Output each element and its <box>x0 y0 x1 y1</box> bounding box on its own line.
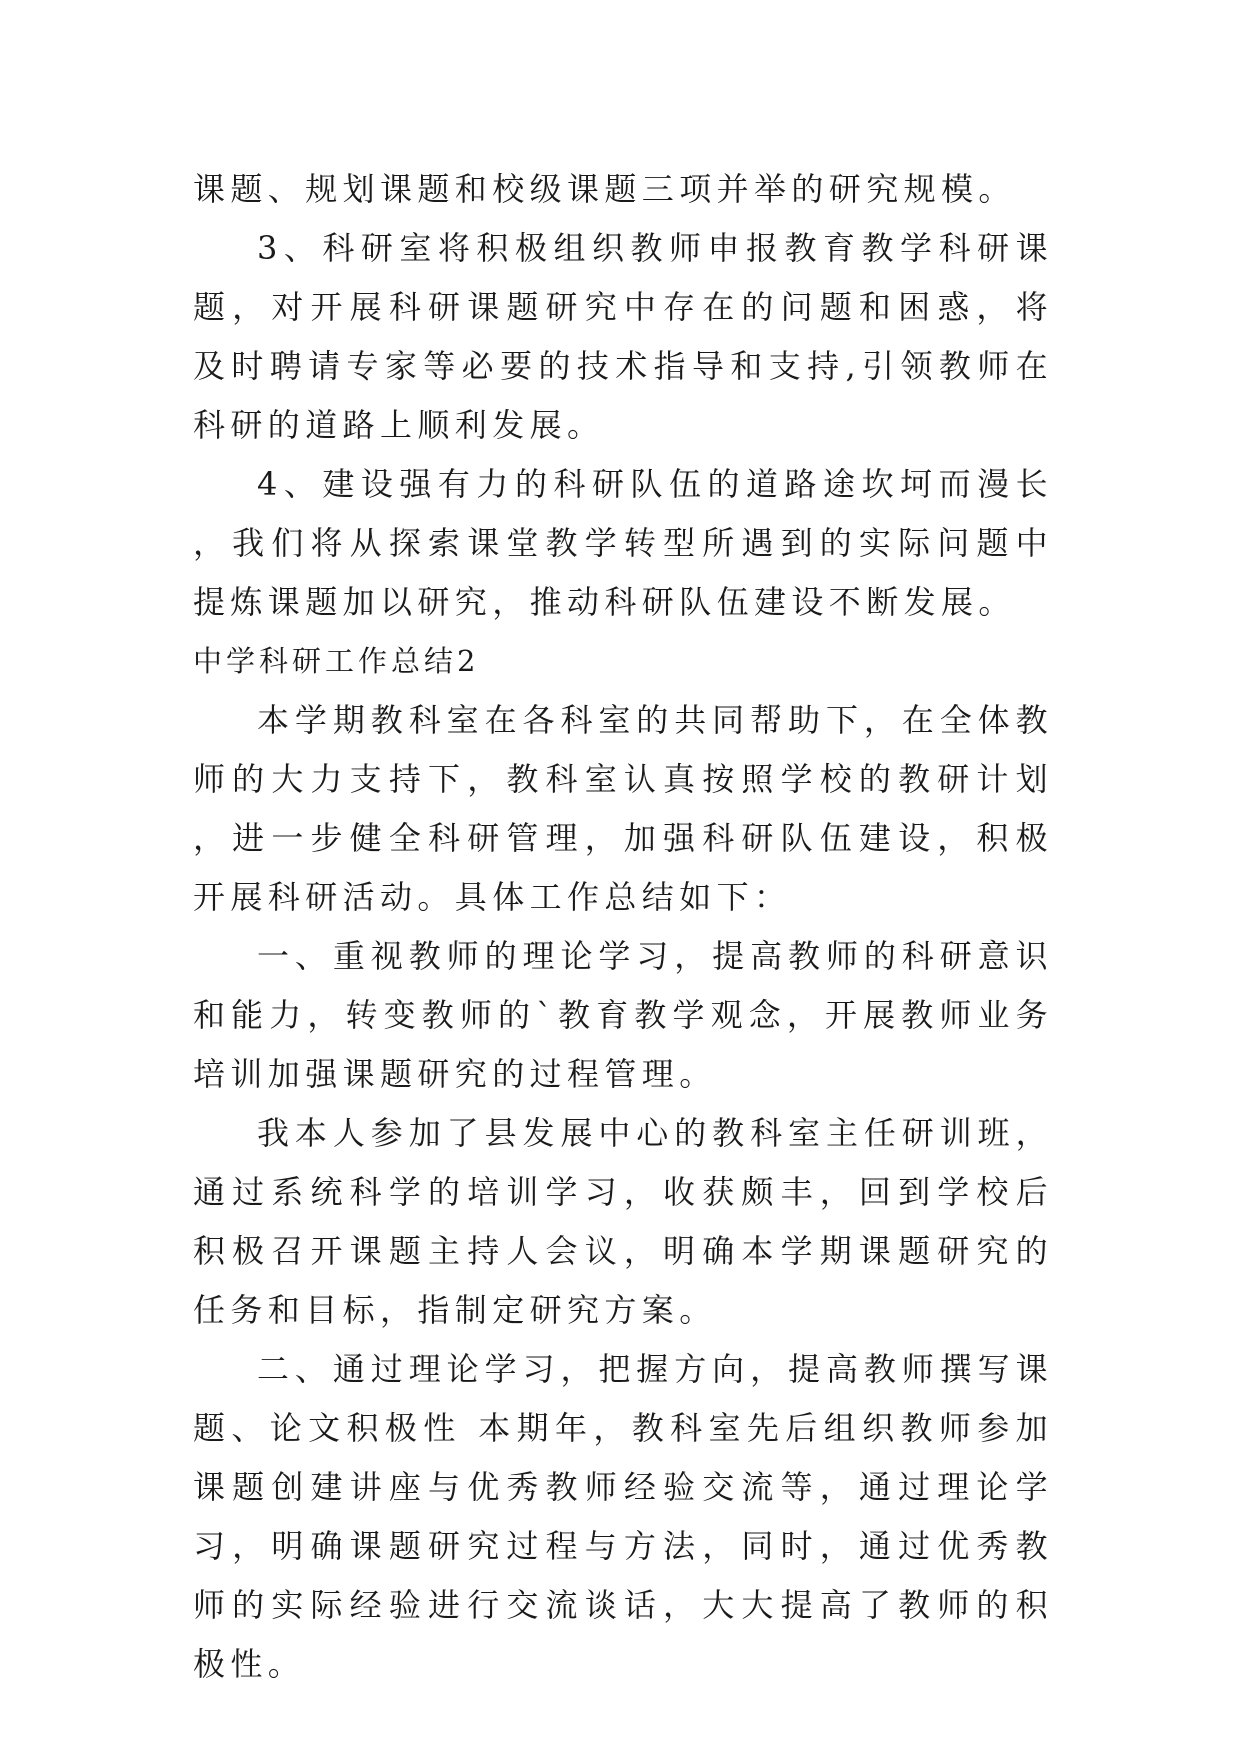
paragraph-point-two: 二、通过理论学习，把握方向，提高教师撰写课题、论文积极性 本期年，教科室先后组织教师参加课题创建讲座与优秀教师经验交流等，通过理论学习，明确课题研究过程与方法，同时，通过优秀教师的实际经验进行交流谈话，大大提高了教师的积极性。 <box>193 1350 1053 1683</box>
paragraph-continuation: 课题、规划课题和校级课题三项并举的研究规模。 <box>193 170 1016 208</box>
document-body <box>193 160 1053 1694</box>
paragraph-item-4: 4、建设强有力的科研队伍的道路途坎坷而漫长，我们将从探索课堂教学转型所遇到的实际问题中提炼课题加以研究，推动科研队伍建设不断发展。 <box>193 465 1053 621</box>
paragraph-intro: 本学期教科室在各科室的共同帮助下，在全体教师的大力支持下，教科室认真按照学校的教研计划，进一步健全科研管理，加强科研队伍建设，积极开展科研活动。具体工作总结如下： <box>193 701 1053 916</box>
paragraph-point-one: 一、重视教师的理论学习，提高教师的科研意识和能力，转变教师的`教育教学观念，开展教师业务培训加强课题研究的过程管理。 <box>193 937 1053 1093</box>
section-heading: 中学科研工作总结2 <box>193 644 480 678</box>
paragraph-personal: 我本人参加了县发展中心的教科室主任研训班，通过系统科学的培训学习，收获颇丰，回到学校后积极召开课题主持人会议，明确本学期课题研究的任务和目标，指制定研究方案。 <box>193 1114 1053 1329</box>
paragraph-item-3: 3、科研室将积极组织教师申报教育教学科研课题，对开展科研课题研究中存在的问题和困惑，将及时聘请专家等必要的技术指导和支持,引领教师在科研的道路上顺利发展。 <box>193 229 1053 444</box>
